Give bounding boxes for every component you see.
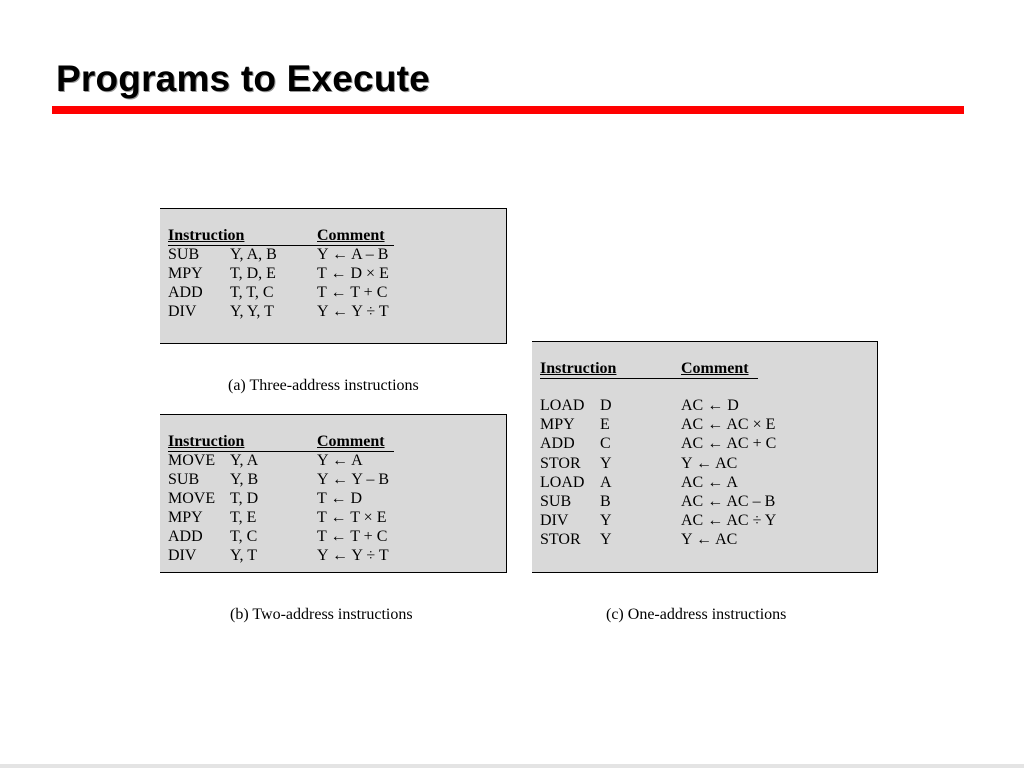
op-cell: MPY bbox=[540, 416, 575, 433]
args-cell: Y, Y, T bbox=[230, 303, 274, 320]
comment-cell: AC ← AC + C bbox=[681, 435, 777, 452]
op-cell: MPY bbox=[168, 509, 203, 526]
footer-strip bbox=[0, 764, 1024, 768]
args-cell: T, D, E bbox=[230, 265, 276, 282]
args-cell: T, D bbox=[230, 490, 259, 507]
op-cell: DIV bbox=[540, 512, 569, 529]
comment-cell: Y ← AC bbox=[681, 455, 738, 472]
slide-title: Programs to Execute bbox=[56, 58, 430, 99]
header-instruction: Instruction bbox=[168, 433, 245, 450]
op-cell: SUB bbox=[540, 493, 572, 510]
args-cell: T, C bbox=[230, 528, 258, 545]
args-cell: E bbox=[600, 416, 610, 433]
op-cell: MPY bbox=[168, 265, 203, 282]
one-address-table bbox=[532, 341, 878, 573]
args-cell: C bbox=[600, 435, 611, 452]
comment-cell: T ← T + C bbox=[317, 284, 388, 301]
comment-cell: Y ← A bbox=[317, 452, 363, 469]
args-cell: A bbox=[600, 474, 612, 491]
comment-cell: T ← T × E bbox=[317, 509, 387, 526]
comment-cell: Y ← A – B bbox=[317, 246, 389, 263]
args-cell: Y, A, B bbox=[230, 246, 277, 263]
op-cell: DIV bbox=[168, 303, 197, 320]
op-cell: LOAD bbox=[540, 474, 585, 491]
args-cell: Y, A bbox=[230, 452, 259, 469]
caption-three-address: (a) Three-address instructions bbox=[228, 377, 419, 394]
op-cell: MOVE bbox=[168, 490, 216, 507]
comment-cell: Y ← AC bbox=[681, 531, 738, 548]
args-cell: Y bbox=[600, 455, 612, 472]
op-cell: STOR bbox=[540, 531, 581, 548]
header-rule bbox=[540, 378, 758, 379]
op-cell: ADD bbox=[168, 284, 203, 301]
op-cell: SUB bbox=[168, 246, 200, 263]
args-cell: T, E bbox=[230, 509, 257, 526]
comment-cell: AC ← AC ÷ Y bbox=[681, 512, 777, 529]
op-cell: STOR bbox=[540, 455, 581, 472]
args-cell: Y bbox=[600, 512, 612, 529]
args-cell: Y, B bbox=[230, 471, 259, 488]
header-instruction: Instruction bbox=[168, 227, 245, 244]
op-cell: SUB bbox=[168, 471, 200, 488]
comment-cell: T ← D × E bbox=[317, 265, 389, 282]
comment-cell: T ← T + C bbox=[317, 528, 388, 545]
op-cell: LOAD bbox=[540, 397, 585, 414]
op-cell: ADD bbox=[168, 528, 203, 545]
comment-cell: Y ← Y ÷ T bbox=[317, 547, 389, 564]
comment-cell: AC ← AC – B bbox=[681, 493, 776, 510]
args-cell: Y bbox=[600, 531, 612, 548]
op-cell: ADD bbox=[540, 435, 575, 452]
table-header bbox=[540, 359, 870, 378]
args-cell: T, T, C bbox=[230, 284, 274, 301]
three-address-table bbox=[160, 208, 507, 344]
comment-cell: Y ← Y ÷ T bbox=[317, 303, 389, 320]
args-cell: D bbox=[600, 397, 612, 414]
header-comment: Comment bbox=[681, 360, 749, 377]
comment-cell: T ← D bbox=[317, 490, 363, 507]
args-cell: Y, T bbox=[230, 547, 257, 564]
args-cell: B bbox=[600, 493, 611, 510]
comment-cell: AC ← A bbox=[681, 474, 738, 491]
comment-cell: Y ← Y – B bbox=[317, 471, 389, 488]
comment-cell: AC ← AC × E bbox=[681, 416, 776, 433]
two-address-table bbox=[160, 414, 507, 573]
op-cell: MOVE bbox=[168, 452, 216, 469]
caption-one-address: (c) One-address instructions bbox=[606, 606, 787, 623]
table-header bbox=[168, 226, 498, 245]
op-cell: DIV bbox=[168, 547, 197, 564]
header-comment: Comment bbox=[317, 227, 385, 244]
table-header bbox=[168, 432, 498, 451]
title-underline-bar bbox=[52, 106, 964, 114]
header-instruction: Instruction bbox=[540, 360, 617, 377]
caption-two-address: (b) Two-address instructions bbox=[230, 606, 413, 623]
comment-cell: AC ← D bbox=[681, 397, 739, 414]
header-comment: Comment bbox=[317, 433, 385, 450]
